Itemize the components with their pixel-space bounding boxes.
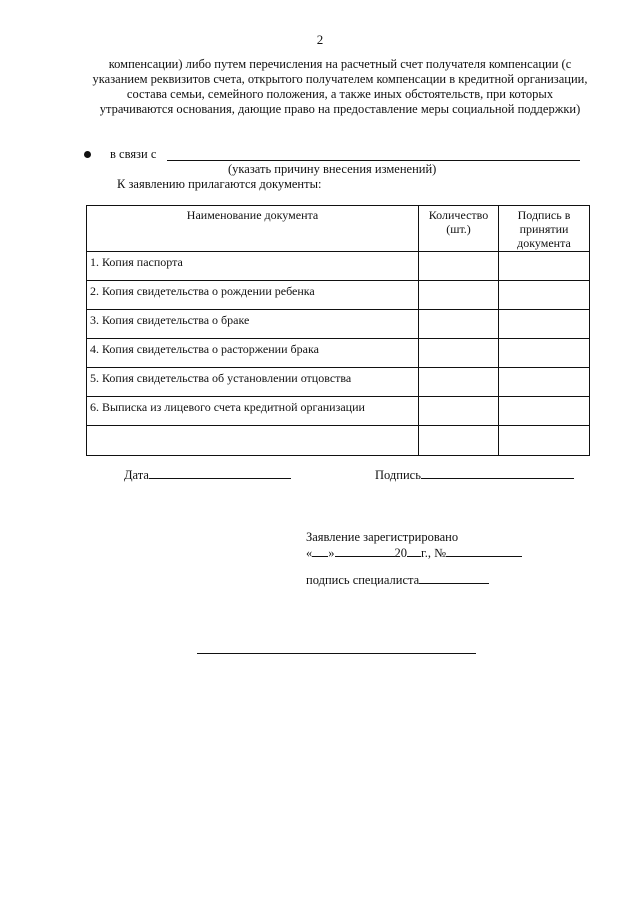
document-name-cell: 6. Выписка из лицевого счета кредитной организации [87, 397, 419, 426]
quantity-cell[interactable] [419, 368, 499, 397]
table-row [87, 252, 590, 281]
date-quote-open: « [306, 546, 313, 560]
header-document-name: Наименование документа [87, 206, 419, 252]
table-row [87, 310, 590, 339]
table-header-row [87, 206, 590, 252]
registration-number-line[interactable] [446, 545, 522, 557]
reason-input-line[interactable] [167, 160, 580, 161]
reason-hint: (указать причину внесения изменений) [228, 162, 437, 176]
document-name-cell: 3. Копия свидетельства о браке [87, 310, 419, 339]
registration-date-row [306, 545, 522, 561]
bullet-icon [84, 151, 91, 158]
page-number: 2 [316, 32, 324, 47]
documents-intro: К заявлению прилагаются документы: [117, 177, 322, 191]
specialist-signature-line[interactable] [419, 572, 489, 584]
month-input-line[interactable] [335, 545, 395, 557]
signature-row [375, 467, 574, 483]
day-input-line[interactable] [312, 545, 328, 557]
registered-label: Заявление зарегистрировано [306, 530, 459, 544]
signature-input-line[interactable] [421, 467, 574, 479]
quantity-cell[interactable] [419, 310, 499, 339]
documents-table [86, 205, 590, 456]
reason-label: в связи с [110, 147, 157, 161]
year-input-line[interactable] [407, 545, 421, 557]
table-row-empty [87, 426, 590, 456]
document-name-cell: 2. Копия свидетельства о рождении ребенка [87, 281, 419, 310]
header-quantity: Количество (шт.) [419, 206, 499, 252]
intro-paragraph: компенсации) либо путем перечисления на расчетный счет получателя компенсации (с указанием реквизитов счета, открытого получателем компенсации в кредитной организации, состава семьи, семейного положения, а также иных обстоятельств, при которых утрачиваются основания, дающие право на предоставление меры социальной поддержки) [92, 57, 588, 116]
signature-cell[interactable] [499, 281, 590, 310]
specialist-signature-row [306, 572, 489, 588]
document-name-cell: 4. Копия свидетельства о расторжении брака [87, 339, 419, 368]
document-name-cell-empty[interactable] [87, 426, 419, 456]
date-label: Дата [124, 468, 149, 482]
signature-label: Подпись [375, 468, 421, 482]
quantity-cell[interactable] [419, 426, 499, 456]
quantity-cell[interactable] [419, 339, 499, 368]
signature-cell[interactable] [499, 310, 590, 339]
signature-cell[interactable] [499, 397, 590, 426]
year-suffix-number-label: г., № [421, 546, 447, 560]
reason-row [84, 147, 594, 163]
date-quote-close: » [328, 546, 335, 560]
date-input-line[interactable] [149, 467, 291, 479]
table-row [87, 368, 590, 397]
quantity-cell[interactable] [419, 397, 499, 426]
signature-cell[interactable] [499, 252, 590, 281]
document-name-cell: 5. Копия свидетельства об установлении отцовства [87, 368, 419, 397]
table-row [87, 397, 590, 426]
table-row [87, 281, 590, 310]
table-row [87, 339, 590, 368]
bottom-signature-line[interactable] [197, 653, 476, 654]
date-row [124, 467, 291, 483]
signature-cell[interactable] [499, 339, 590, 368]
specialist-label: подпись специалиста [306, 573, 420, 587]
signature-cell[interactable] [499, 426, 590, 456]
document-name-cell: 1. Копия паспорта [87, 252, 419, 281]
quantity-cell[interactable] [419, 252, 499, 281]
header-signature: Подпись в принятии документа [499, 206, 590, 252]
year-prefix: 20 [394, 546, 407, 560]
quantity-cell[interactable] [419, 281, 499, 310]
signature-cell[interactable] [499, 368, 590, 397]
